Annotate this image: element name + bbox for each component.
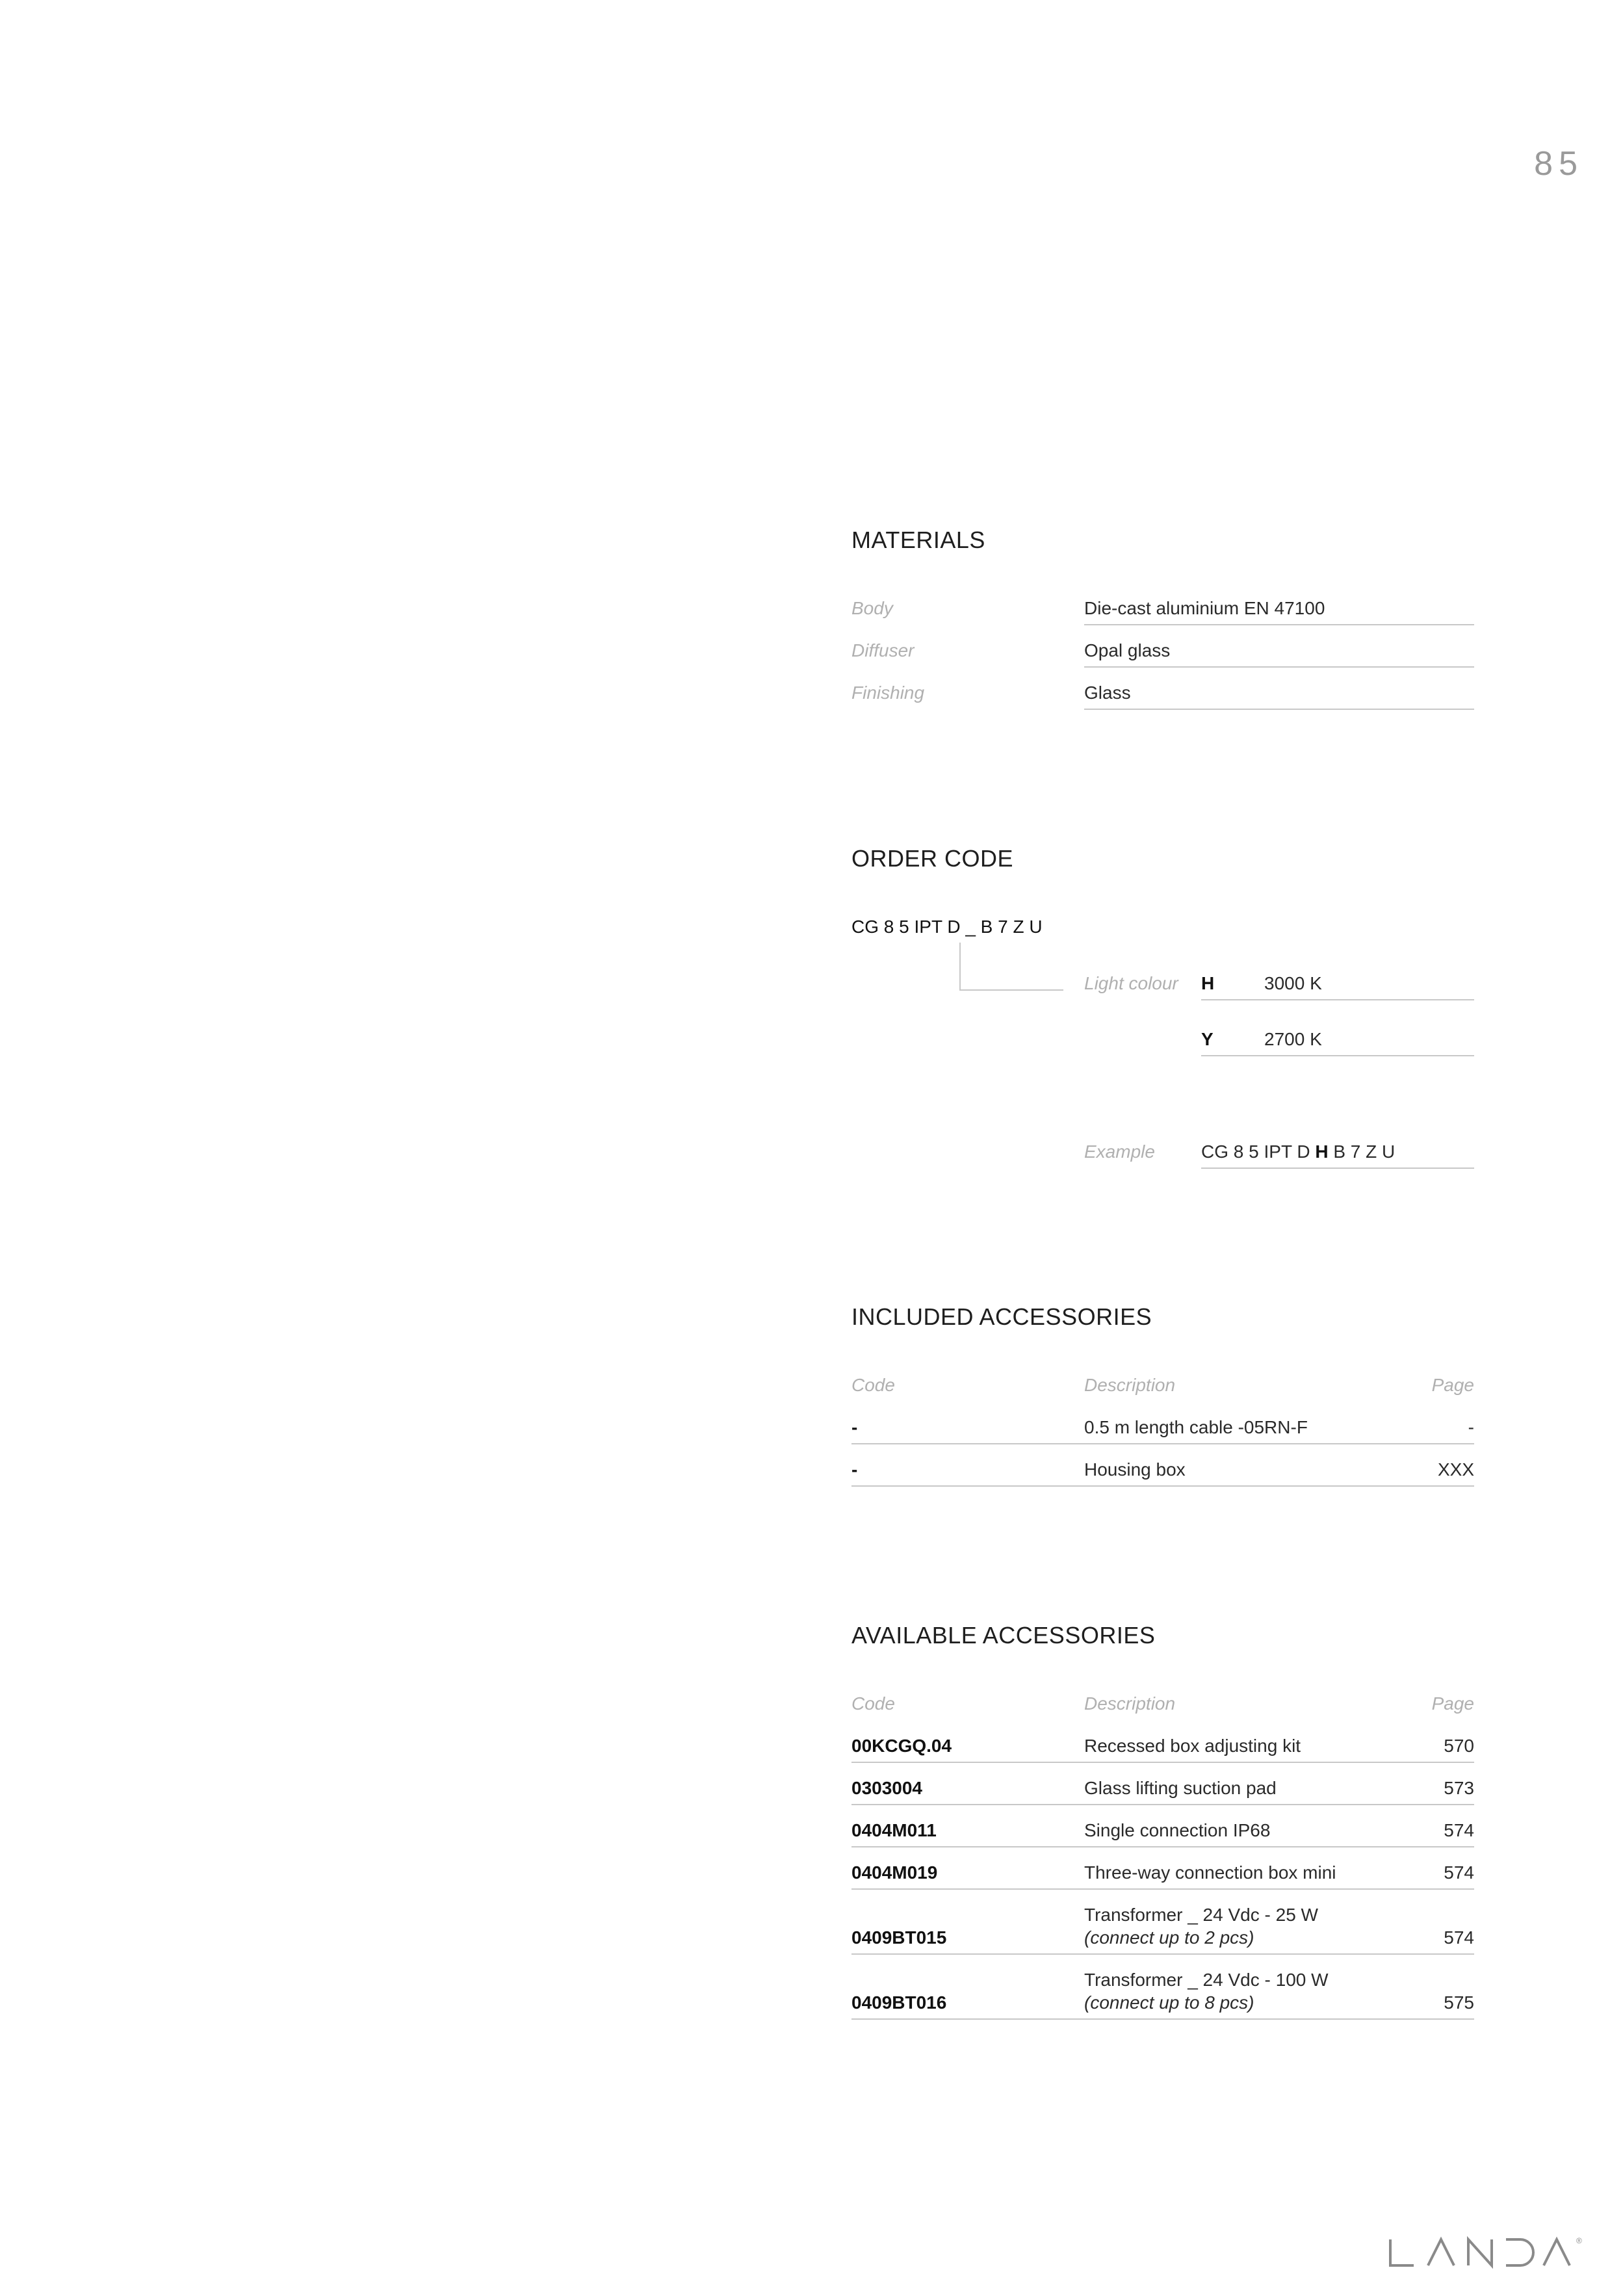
included-accessories-title: INCLUDED ACCESSORIES (851, 1303, 1152, 1330)
available-row-code: 0404M011 (851, 1820, 937, 1840)
included-row-page: - (1468, 1417, 1474, 1437)
divider (1084, 666, 1474, 668)
available-row-page: 574 (1444, 1862, 1474, 1883)
included-row-description: Housing box (1084, 1459, 1186, 1480)
materials-finishing-label: Finishing (851, 683, 925, 703)
available-row-page: 574 (1444, 1927, 1474, 1948)
materials-body-value: Die-cast aluminium EN 47100 (1084, 598, 1325, 618)
divider (1201, 1168, 1474, 1169)
materials-diffuser-label: Diffuser (851, 640, 915, 660)
materials-title: MATERIALS (851, 527, 985, 553)
included-row-code: - (851, 1417, 858, 1437)
available-row-description-note: (connect up to 2 pcs) (1084, 1927, 1254, 1948)
materials-finishing-value: Glass (1084, 683, 1131, 703)
divider (1201, 1055, 1474, 1056)
available-row-page: 570 (1444, 1736, 1474, 1756)
available-row-description: Transformer _ 24 Vdc - 100 W (1084, 1970, 1329, 1990)
divider (851, 1762, 1474, 1763)
available-row-code: 00KCGQ.04 (851, 1736, 952, 1756)
option-h-value: 3000 K (1264, 973, 1322, 993)
divider (851, 2018, 1474, 2020)
example-suffix: B 7 Z U (1328, 1141, 1396, 1162)
materials-diffuser-value: Opal glass (1084, 640, 1171, 660)
available-row-page: 575 (1444, 1992, 1474, 2013)
example-prefix: CG 8 5 IPT D (1201, 1141, 1316, 1162)
available-row-description: Recessed box adjusting kit (1084, 1736, 1301, 1756)
available-accessories-title: AVAILABLE ACCESSORIES (851, 1622, 1156, 1649)
available-header-page: Page (1431, 1693, 1474, 1714)
available-row-description: Single connection IP68 (1084, 1820, 1271, 1840)
available-row-code: 0409BT016 (851, 1992, 947, 2013)
available-row-page: 573 (1444, 1778, 1474, 1798)
available-row-description: Three-way connection box mini (1084, 1862, 1336, 1883)
connector-horizontal (959, 989, 1063, 991)
order-code: CG 8 5 IPT D _ B 7 Z U (851, 917, 1043, 937)
connector-vertical (959, 943, 961, 989)
divider (851, 1443, 1474, 1444)
available-row-description: Glass lifting suction pad (1084, 1778, 1277, 1798)
divider (1084, 709, 1474, 710)
divider (851, 1485, 1474, 1487)
included-header-page: Page (1431, 1375, 1474, 1395)
available-row-code: 0303004 (851, 1778, 923, 1798)
order-code-title: ORDER CODE (851, 845, 1014, 872)
divider (851, 1953, 1474, 1955)
divider (851, 1804, 1474, 1805)
included-header-code: Code (851, 1375, 895, 1395)
registered-mark: ® (1576, 2236, 1582, 2245)
available-row-code: 0409BT015 (851, 1927, 947, 1948)
available-header-code: Code (851, 1693, 895, 1714)
included-row-code: - (851, 1459, 858, 1480)
available-row-code: 0404M019 (851, 1862, 938, 1883)
landa-logo (1388, 2233, 1596, 2278)
included-row-description: 0.5 m length cable -05RN-F (1084, 1417, 1308, 1437)
option-y-value: 2700 K (1264, 1029, 1322, 1049)
divider (851, 1888, 1474, 1890)
available-row-description: Transformer _ 24 Vdc - 25 W (1084, 1905, 1318, 1925)
example-code (1201, 1141, 1395, 1162)
included-header-description: Description (1084, 1375, 1176, 1395)
materials-body-label: Body (851, 598, 893, 618)
light-colour-label: Light colour (1084, 973, 1178, 993)
example-highlight: H (1315, 1141, 1329, 1162)
available-header-description: Description (1084, 1693, 1176, 1714)
available-row-description-note: (connect up to 8 pcs) (1084, 1992, 1254, 2013)
option-y-letter: Y (1201, 1029, 1214, 1049)
divider (1084, 624, 1474, 625)
example-label: Example (1084, 1141, 1155, 1162)
included-row-page: XXX (1437, 1459, 1474, 1480)
divider (851, 1846, 1474, 1847)
page-number: 85 (1534, 145, 1583, 183)
option-h-letter: H (1201, 973, 1215, 993)
available-row-page: 574 (1444, 1820, 1474, 1840)
divider (1201, 999, 1474, 1000)
